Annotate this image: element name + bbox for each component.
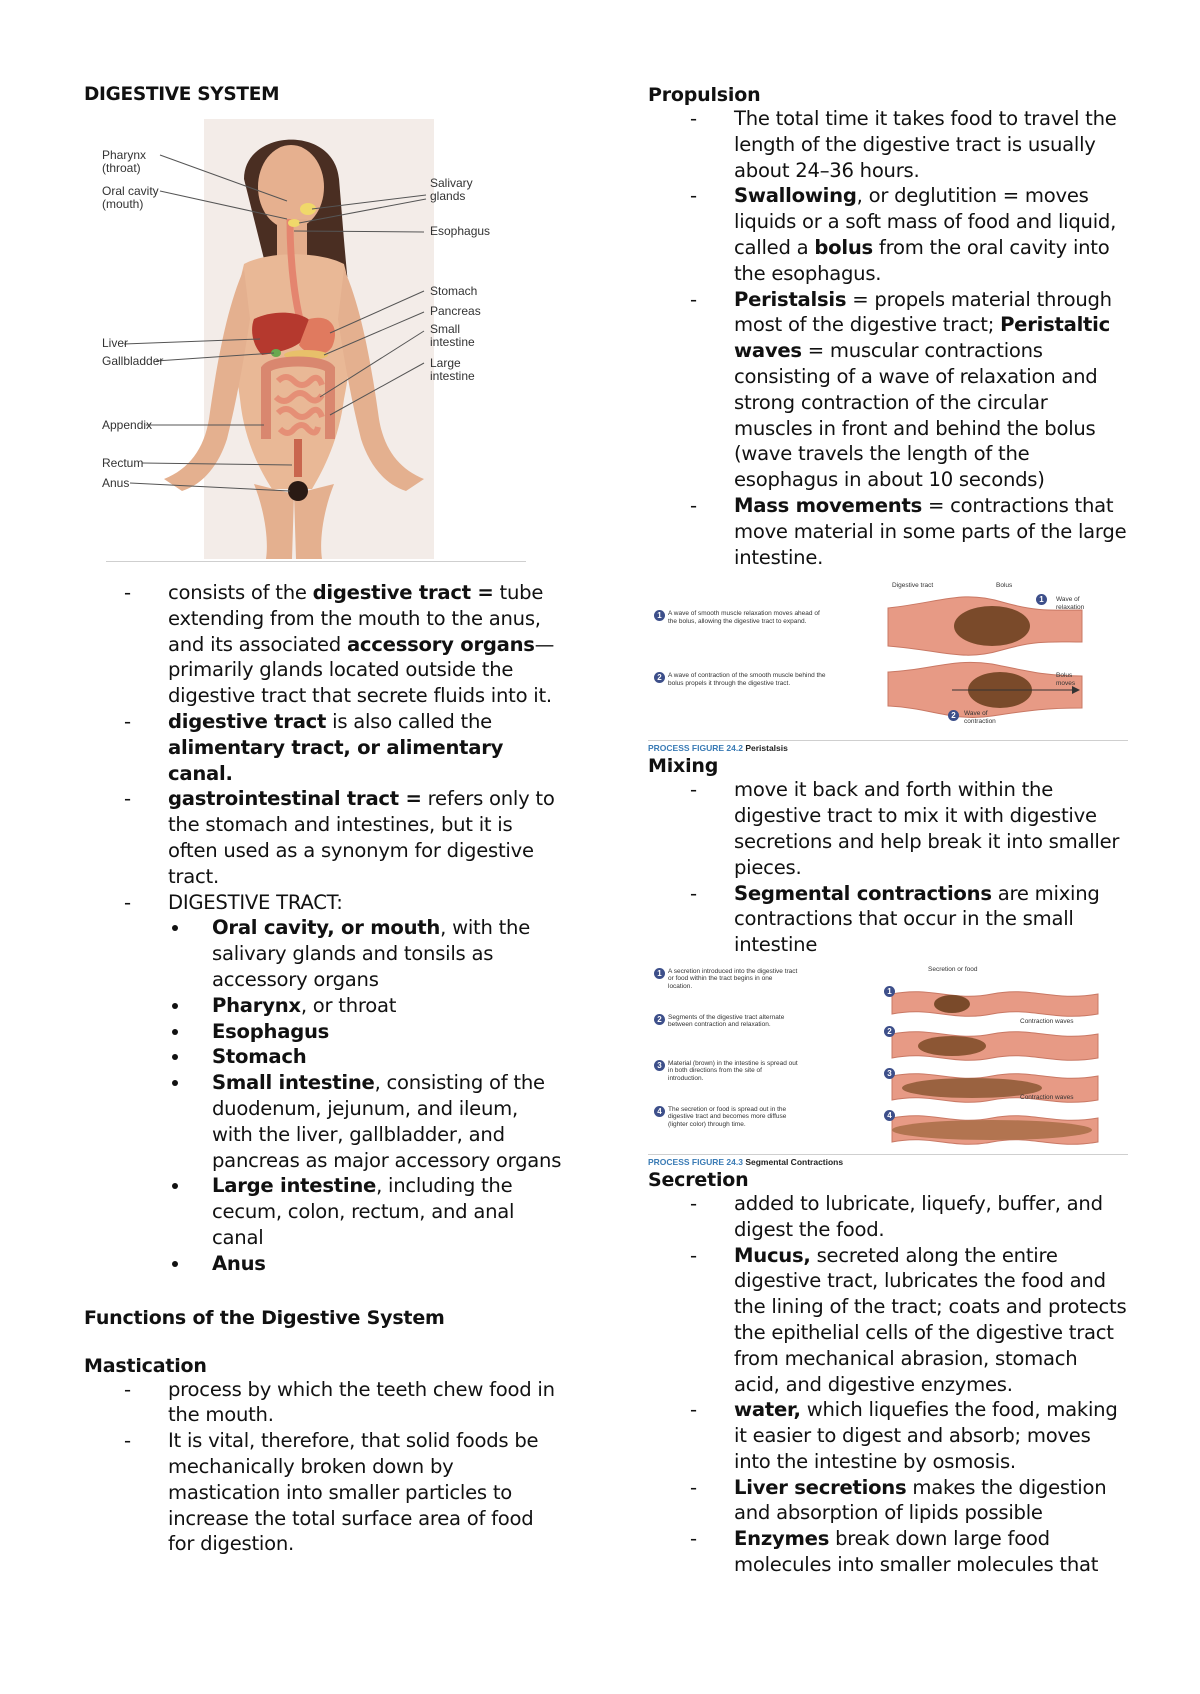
right-column bbox=[648, 84, 1128, 1578]
label-gallbladder: Gallbladder bbox=[102, 354, 164, 368]
list-item: Anus bbox=[84, 1251, 564, 1277]
step-marker: 4 bbox=[884, 1110, 895, 1121]
label-wave-of-relaxation: Wave of relaxation bbox=[1056, 596, 1085, 611]
secretion-list bbox=[648, 1191, 1128, 1578]
segmental-step-2: Segments of the digestive tract alternate between contraction and relaxation. bbox=[668, 1013, 785, 1029]
label-rectum: Rectum bbox=[102, 456, 144, 470]
step-marker: 1 bbox=[884, 986, 895, 997]
label-anus: Anus bbox=[102, 476, 130, 490]
label-digestive-tract: Digestive tract bbox=[892, 582, 934, 590]
label-small-intestine: Small intestine bbox=[430, 322, 475, 349]
digestive-tract-parts-list bbox=[84, 915, 564, 1276]
mixing-list bbox=[648, 777, 1128, 958]
secretion-heading: Secretion bbox=[648, 1168, 749, 1191]
step-marker: 1 bbox=[654, 968, 665, 979]
list-item: Oral cavity, or mouth, with the salivary glands and tonsils as accessory organs bbox=[84, 915, 564, 992]
step-marker: 3 bbox=[654, 1060, 665, 1071]
list-item: - Segmental contractions are mixing contractions that occur in the small intestine bbox=[648, 881, 1128, 958]
peristalsis-figure bbox=[652, 580, 1092, 740]
step-marker: 2 bbox=[654, 672, 665, 683]
propulsion-heading: Propulsion bbox=[648, 84, 761, 106]
label-contraction-waves: Contraction waves bbox=[1020, 1017, 1074, 1025]
list-item: - gastrointestinal tract = refers only to the stomach and intestines, but it is often used as a synonym for digestive tract. bbox=[84, 786, 564, 889]
list-item: - consists of the digestive tract = tube extending from the mouth to the anus, and its associated accessory organs—primarily glands located outside the digestive tract that secrete fluids into it. bbox=[84, 580, 564, 709]
step-marker: 2 bbox=[884, 1026, 895, 1037]
figure-divider bbox=[106, 561, 526, 562]
functions-heading: Functions of the Digestive System bbox=[84, 1306, 445, 1329]
list-item: - water, which liquefies the food, making it easier to digest and absorb; moves into the intestine by osmosis. bbox=[648, 1397, 1128, 1474]
label-large-intestine: Large intestine bbox=[430, 356, 475, 383]
intro-list bbox=[84, 580, 564, 915]
segmental-caption: PROCESS FIGURE 24.3 Segmental Contractions bbox=[648, 1154, 1128, 1167]
list-item: - DIGESTIVE TRACT: bbox=[84, 890, 564, 916]
label-oral-cavity: Oral cavity (mouth) bbox=[102, 184, 159, 211]
label-stomach: Stomach bbox=[430, 284, 478, 298]
list-item: - Enzymes break down large food molecules into smaller molecules that bbox=[648, 1526, 1128, 1578]
list-item: Stomach bbox=[84, 1044, 564, 1070]
list-item: Pharynx, or throat bbox=[84, 993, 564, 1019]
list-item: - move it back and forth within the digestive tract to mix it with digestive secretions and help break it into smaller pieces. bbox=[648, 777, 1128, 880]
list-item: - Mass movements = contractions that move material in some parts of the large intestine. bbox=[648, 493, 1128, 570]
list-item: - Liver secretions makes the digestion and absorption of lipids possible bbox=[648, 1475, 1128, 1527]
label-secretion-or-food: Secretion or food bbox=[928, 965, 978, 973]
list-item: - It is vital, therefore, that solid foods be mechanically broken down by mastication into smaller particles to increase the total surface area of food for digestion. bbox=[84, 1428, 564, 1557]
peristalsis-step-2: A wave of contraction of the smooth muscle behind the bolus propels it through the digestive tract. bbox=[668, 672, 826, 687]
step-marker: 4 bbox=[654, 1106, 665, 1117]
label-pancreas: Pancreas bbox=[430, 304, 481, 318]
label-esophagus: Esophagus bbox=[430, 224, 491, 238]
list-item: Large intestine, including the cecum, colon, rectum, and anal canal bbox=[84, 1173, 564, 1250]
list-item: - Swallowing, or deglutition = moves liquids or a soft mass of food and liquid, called a bolus from the oral cavity into the esophagus. bbox=[648, 183, 1128, 286]
peristalsis-drawing bbox=[652, 580, 1092, 730]
segmental-contractions-figure bbox=[652, 964, 1102, 1154]
list-item: - process by which the teeth chew food in the mouth. bbox=[84, 1377, 564, 1429]
mastication-list bbox=[84, 1377, 564, 1558]
step-marker: 2 bbox=[654, 1014, 665, 1025]
mixing-heading: Mixing bbox=[648, 755, 719, 778]
step-marker: 2 bbox=[948, 710, 959, 721]
label-liver: Liver bbox=[102, 336, 129, 350]
segmental-step-3: Material (brown) in the intestine is spread out in both directions from the site of introduction. bbox=[668, 1059, 798, 1082]
digestive-system-illustration bbox=[94, 119, 514, 559]
step-marker: 3 bbox=[884, 1068, 895, 1079]
peristalsis-caption: PROCESS FIGURE 24.2 Peristalsis bbox=[648, 740, 1128, 753]
list-item: - The total time it takes food to travel the length of the digestive tract is usually about 24–36 hours. bbox=[648, 106, 1128, 183]
step-marker: 1 bbox=[1036, 594, 1047, 605]
propulsion-list bbox=[648, 106, 1128, 570]
list-item: Small intestine, consisting of the duodenum, jejunum, and ileum, with the liver, gallbladder, and pancreas as major accessory organs bbox=[84, 1070, 564, 1173]
document-title: DIGESTIVE SYSTEM bbox=[84, 84, 280, 105]
label-wave-of-contraction: Wave of contraction bbox=[964, 710, 996, 725]
step-marker: 1 bbox=[654, 610, 665, 621]
label-appendix: Appendix bbox=[102, 418, 153, 432]
left-column bbox=[84, 84, 564, 1557]
list-item: - digestive tract is also called the alimentary tract, or alimentary canal. bbox=[84, 709, 564, 786]
label-bolus-moves: Bolus moves bbox=[1056, 672, 1076, 687]
label-contraction-waves: Contraction waves bbox=[1020, 1093, 1074, 1101]
label-pharynx: Pharynx (throat) bbox=[102, 148, 147, 175]
segmental-step-1: A secretion introduced into the digestive tract or food within the tract begins in one location. bbox=[668, 967, 798, 990]
list-item: - added to lubricate, liquefy, buffer, and digest the food. bbox=[648, 1191, 1128, 1243]
segmental-step-4: The secretion or food is spread out in the digestive tract and becomes more diffuse (lighter color) through time. bbox=[668, 1105, 787, 1128]
list-item: Esophagus bbox=[84, 1019, 564, 1045]
label-bolus: Bolus bbox=[996, 582, 1013, 590]
list-item: - Peristalsis = propels material through most of the digestive tract; Peristaltic waves = muscular contractions consisting of a wave of relaxation and strong contraction of the circular muscles in front and behind the bolus (wave travels the length of the esophagus in about 10 seconds) bbox=[648, 287, 1128, 493]
label-salivary-glands: Salivary glands bbox=[430, 176, 473, 203]
mastication-heading: Mastication bbox=[84, 1354, 207, 1377]
list-item: - Mucus, secreted along the entire digestive tract, lubricates the food and the lining of the tract; coats and protects the epithelial cells of the digestive tract from mechanical abrasion, stomach acid, and digestive enzymes. bbox=[648, 1243, 1128, 1398]
peristalsis-step-1: A wave of smooth muscle relaxation moves ahead of the bolus, allowing the digestive tract to expand. bbox=[668, 610, 820, 625]
